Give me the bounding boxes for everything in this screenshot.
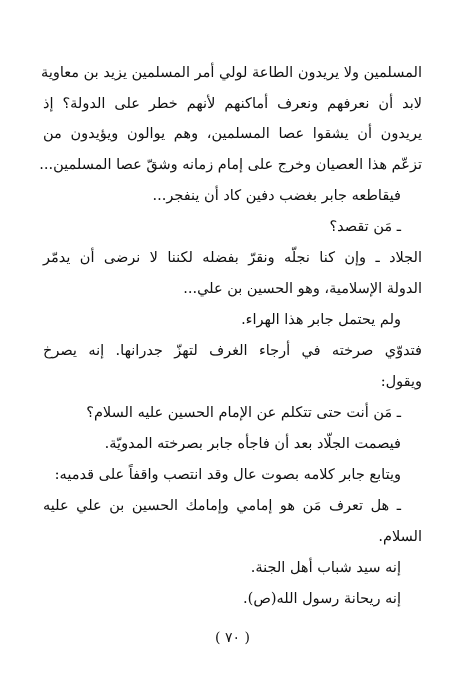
text-line-7: الجلاد ـ وإن كنا نجلّه ونقرّ بفضله لكننا لا نرضى أن يدمّر bbox=[43, 250, 422, 266]
text-line-8: الدولة الإسلامية، وهو الحسين بن علي... bbox=[183, 281, 422, 297]
text-line-10: فتدوّي صرخته في أرجاء الغرف لتهزّ جدرانها. إنه يصرخ bbox=[43, 343, 422, 359]
text-line-13: فيصمت الجلّاد بعد أن فاجأه جابر بصرخته المدويّة. bbox=[104, 436, 401, 452]
text-line-3: يريدون أن يشقوا عصا المسلمين، وهم يوالون ويؤيدون من bbox=[43, 126, 422, 142]
text-line-14: ويتابع جابر كلامه بصوت عال وقد انتصب واقفاً على قدميه: bbox=[54, 467, 401, 483]
text-line-6: ـ مَن تقصد؟ bbox=[329, 219, 401, 235]
page-number: ( ٧٠ ) bbox=[215, 630, 250, 646]
text-line-5: فيقاطعه جابر بغضب دفين كاد أن ينفجر... bbox=[152, 188, 401, 204]
text-line-18: إنه ريحانة رسول الله(ص). bbox=[243, 591, 401, 607]
text-line-12: ـ مَن أنت حتى تتكلم عن الإمام الحسين عليه السلام؟ bbox=[86, 405, 401, 421]
text-line-1: المسلمين ولا يريدون الطاعة لولي أمر المسلمين يزيد بن معاوية bbox=[41, 65, 422, 81]
text-line-2: لابد أن نعرفهم ونعرف أماكنهم لأنهم خطر على الدولة؟ إذ bbox=[43, 96, 422, 112]
text-line-15: ـ هل تعرف مَن هو إمامي وإمامك الحسين بن علي عليه bbox=[43, 498, 401, 514]
text-line-16: السلام. bbox=[378, 529, 422, 545]
text-line-11: ويقول: bbox=[380, 374, 422, 390]
text-line-4: تزعّم هذا العصيان وخرج على إمام زمانه وشقّ عصا المسلمين... bbox=[39, 157, 422, 173]
text-line-17: إنه سيد شباب أهل الجنة. bbox=[250, 560, 401, 576]
text-line-9: ولم يحتمل جابر هذا الهراء. bbox=[241, 312, 401, 328]
